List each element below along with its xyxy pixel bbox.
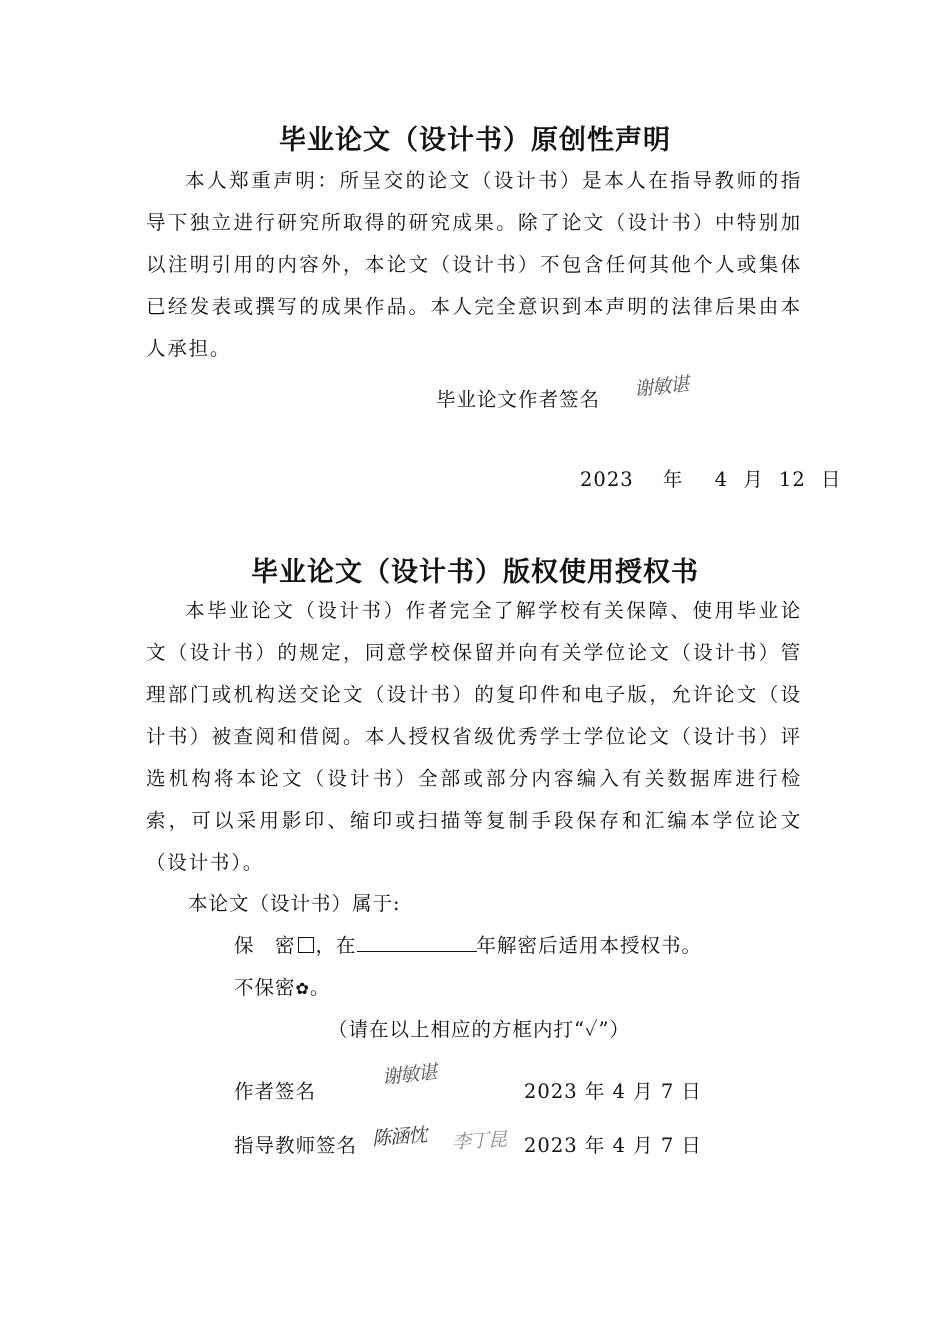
advisor-sign-date: 2023 年 4 月 7 日 xyxy=(524,1134,702,1157)
author-signature-2: 谢敏谌 xyxy=(381,1061,438,1089)
confidential-suffix: 年解密后适用本授权书。 xyxy=(476,934,703,957)
declaration-date xyxy=(580,464,841,492)
author-sign-label: 作者签名 xyxy=(234,1080,317,1103)
date-year-unit: 年 xyxy=(662,468,684,491)
authorization-paragraph: 本毕业论文（设计书）作者完全了解学校有关保障、使用毕业论文（设计书）的规定，同意学校保留并向有关学位论文（设计书）管理部门或机构送交论文（设计书）的复印件和电子版，允许论文（设计书）被查阅和借阅。本人授权省级优秀学士学位论文（设计书）评选机构将本论文（设计书）全部或部分内容编入有关数据库进行检索，可以采用影印、缩印或扫描等复制手段保存和汇编本学位论文（设计书）。 xyxy=(146,599,802,874)
author-signature: 谢敏谌 xyxy=(633,373,690,401)
date-day: 12 xyxy=(778,468,806,491)
public-checkmark[interactable]: ✿ xyxy=(295,979,310,998)
date-month-unit: 月 xyxy=(743,468,764,491)
advisor-sign-label: 指导教师签名 xyxy=(234,1134,358,1157)
date-day-unit: 日 xyxy=(820,468,842,491)
date-year: 2023 xyxy=(580,468,634,491)
confidential-year-blank[interactable] xyxy=(357,933,477,952)
confidential-label: 保 密 xyxy=(234,934,296,957)
belongs-to-label: 本论文（设计书）属于: xyxy=(188,892,401,915)
option-confidential xyxy=(234,930,702,958)
option-public xyxy=(234,972,330,1000)
public-label: 不保密 xyxy=(234,976,296,999)
public-end: 。 xyxy=(309,976,331,999)
advisor-signature-1: 陈涵忱 xyxy=(371,1124,427,1150)
declaration-title: 毕业论文（设计书）原创性声明 xyxy=(279,125,671,156)
date-month: 4 xyxy=(714,468,728,491)
author-signature-label: 毕业论文作者签名 xyxy=(436,388,601,411)
check-instruction: （请在以上相应的方框内打“✓”） xyxy=(328,1018,631,1041)
authorization-title: 毕业论文（设计书）版权使用授权书 xyxy=(251,557,699,588)
declaration-paragraph: 本人郑重声明：所呈交的论文（设计书）是本人在指导教师的指导下独立进行研究所取得的研究成果。除了论文（设计书）中特别加以注明引用的内容外，本论文（设计书）不包含任何其他个人或集体已经发表或撰写的成果作品。本人完全意识到本声明的法律后果由本人承担。 xyxy=(146,169,802,360)
confidential-mid: ，在 xyxy=(315,934,357,957)
advisor-signature-2: 李丁昆 xyxy=(451,1128,507,1154)
author-sign-date: 2023 年 4 月 7 日 xyxy=(524,1080,702,1103)
confidential-checkbox[interactable] xyxy=(298,937,314,953)
